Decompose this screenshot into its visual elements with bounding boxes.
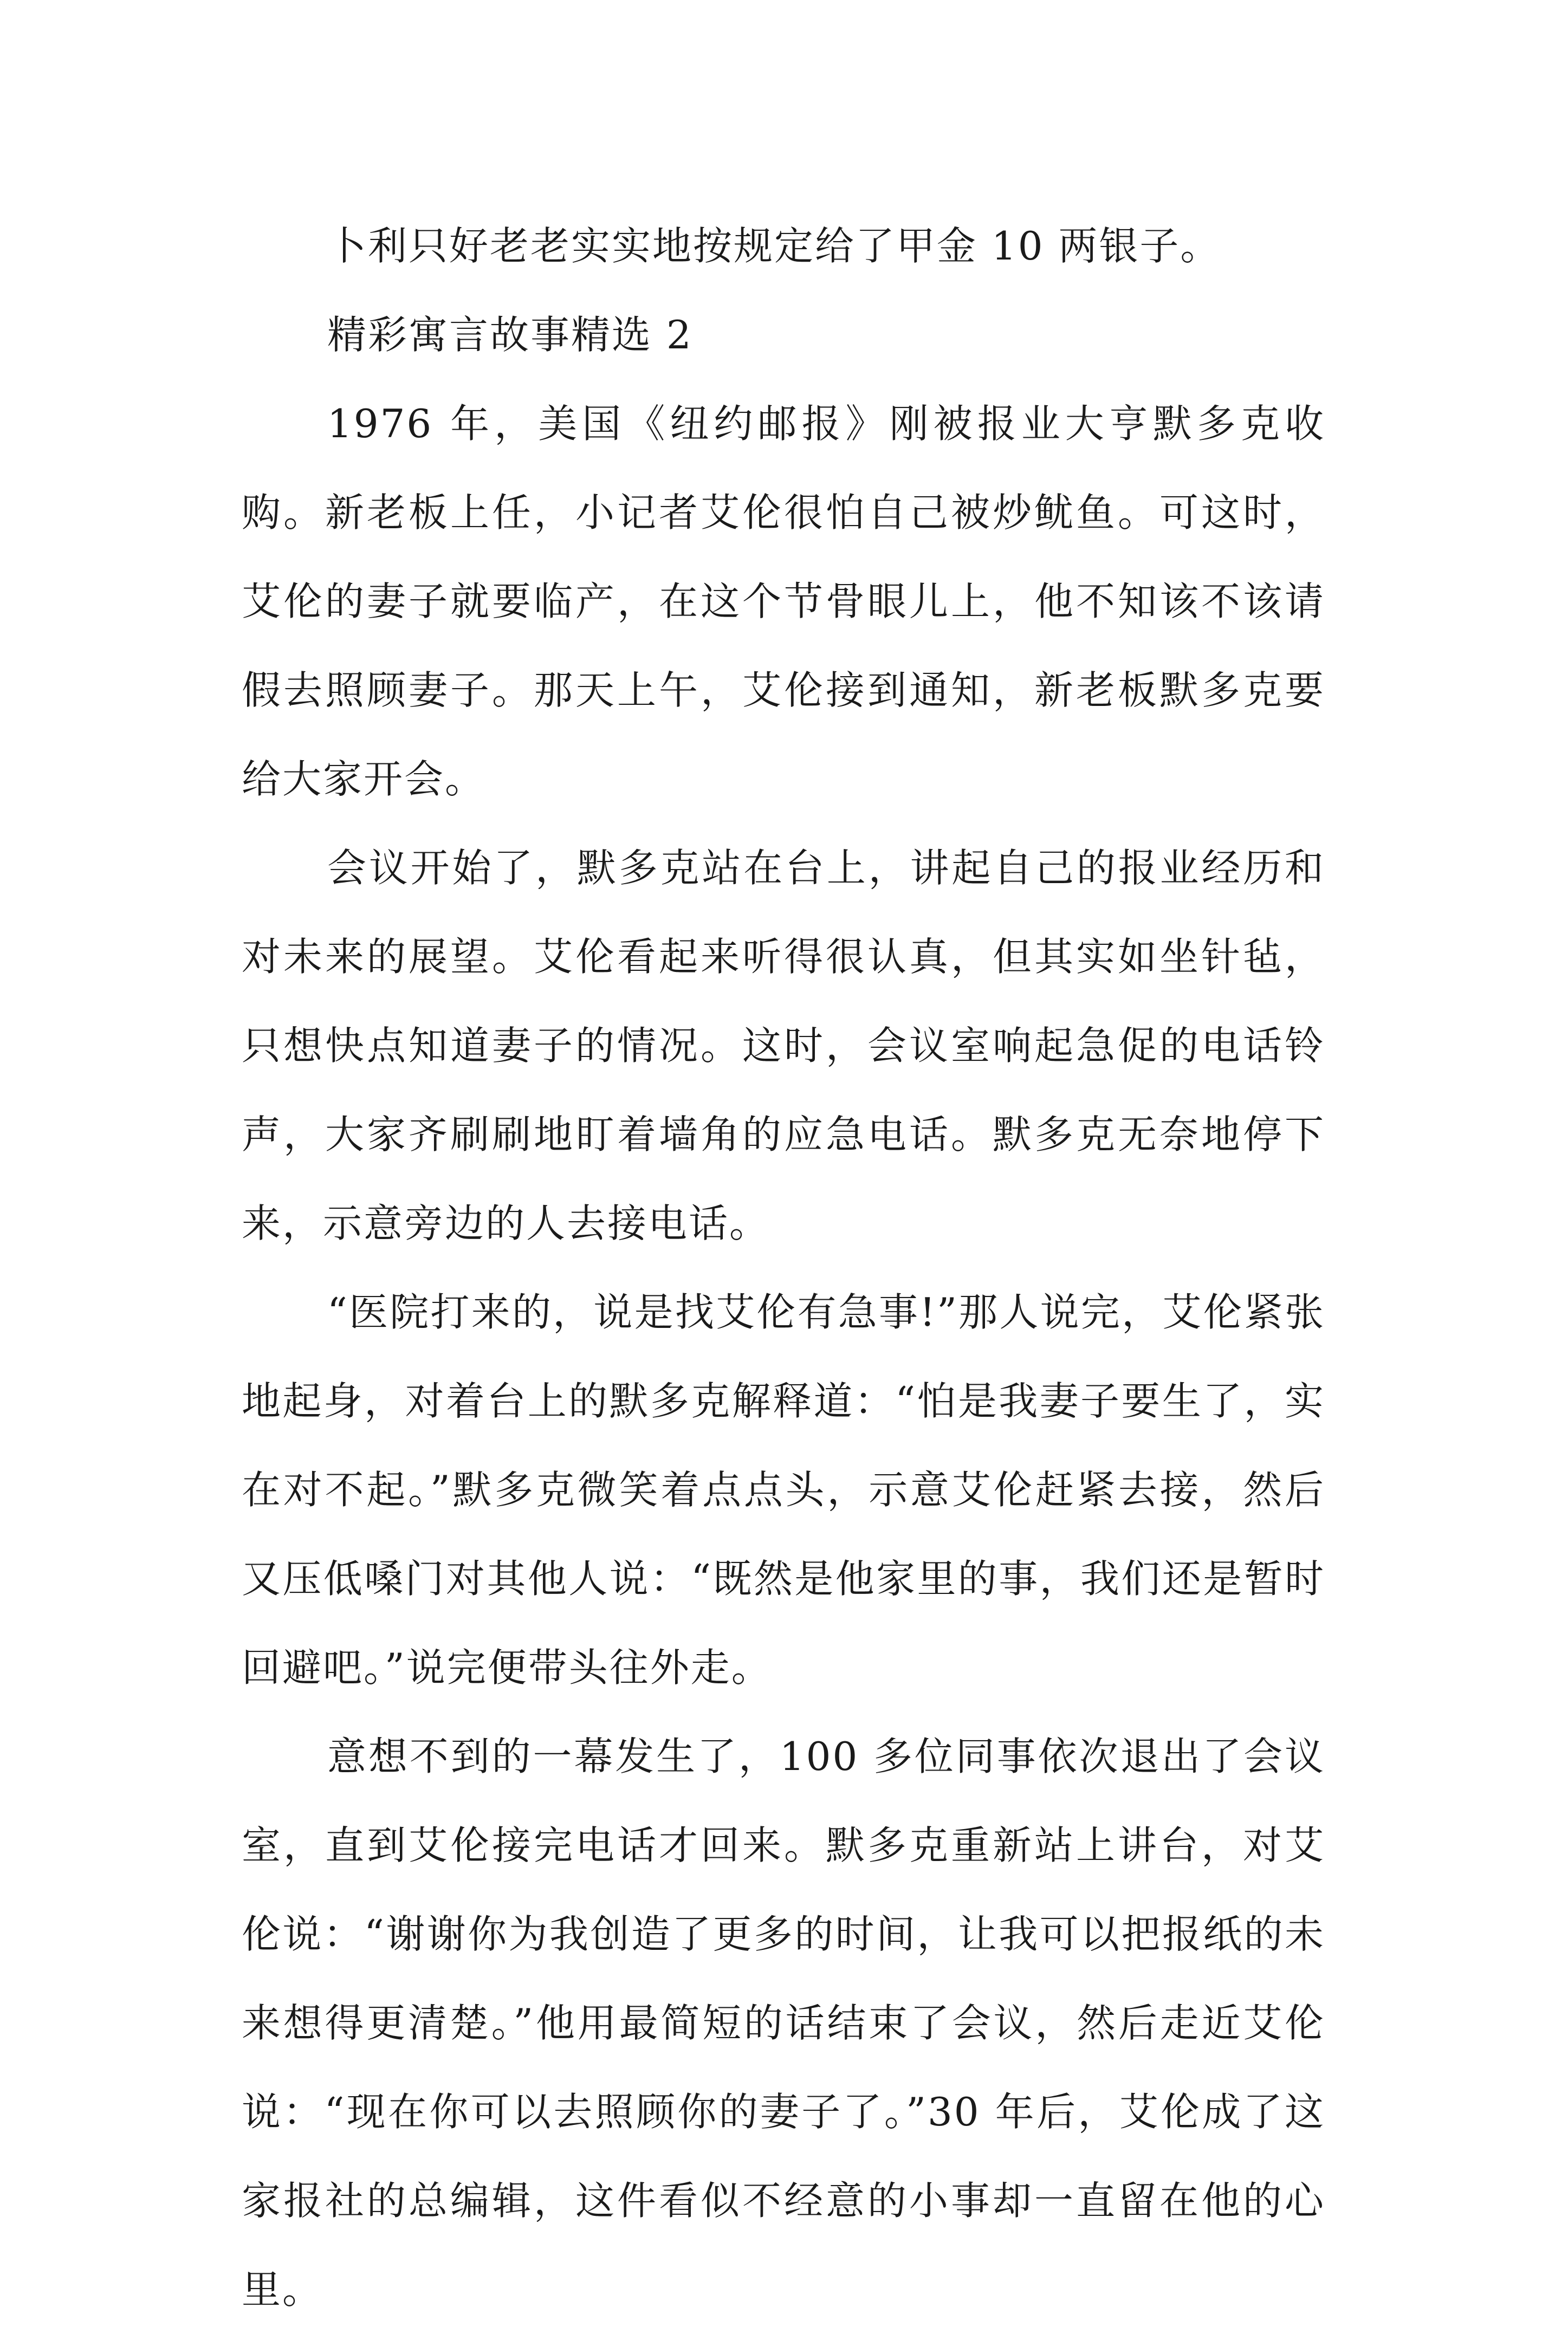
document-body <box>242 202 1325 2334</box>
paragraph-intro: 1976 年，美国《纽约邮报》刚被报业大亨默多克收购。新老板上任，小记者艾伦很怕自己被炒鱿鱼。可这时，艾伦的妻子就要临产，在这个节骨眼儿上，他不知该不该请假去照顾妻子。那天上午，艾伦接到通知，新老板默多克要给大家开会。 <box>242 401 1325 802</box>
paragraph-phone-call: “医院打来的，说是找艾伦有急事!”那人说完，艾伦紧张地起身，对着台上的默多克解释道：“怕是我妻子要生了，实在对不起。”默多克微笑着点点头，示意艾伦赶紧去接，然后又压低嗓门对其他人说：“既然是他家里的事，我们还是暂时回避吧。”说完便带头往外走。 <box>242 1289 1325 1690</box>
paragraph-story-ending: 卜利只好老老实实地按规定给了甲金 10 两银子。 <box>327 223 1221 269</box>
paragraph-meeting: 会议开始了，默多克站在台上，讲起自己的报业经历和对未来的展望。艾伦看起来听得很认真，但其实如坐针毡，只想快点知道妻子的情况。这时，会议室响起急促的电话铃声，大家齐刷刷地盯着墙角的应急电话。默多克无奈地停下来，示意旁边的人去接电话。 <box>242 845 1325 1246</box>
section-heading: 精彩寓言故事精选 2 <box>327 312 693 358</box>
paragraph-conclusion: 意想不到的一幕发生了，100 多位同事依次退出了会议室，直到艾伦接完电话才回来。默多克重新站上讲台，对艾伦说：“谢谢你为我创造了更多的时间，让我可以把报纸的未来想得更清楚。”他用最简短的话结束了会议，然后走近艾伦说：“现在你可以去照顾你的妻子了。”30 年后，艾伦成了这家报社的总编辑，这件看似不经意的小事却一直留在他的心里。 <box>242 1734 1325 2312</box>
